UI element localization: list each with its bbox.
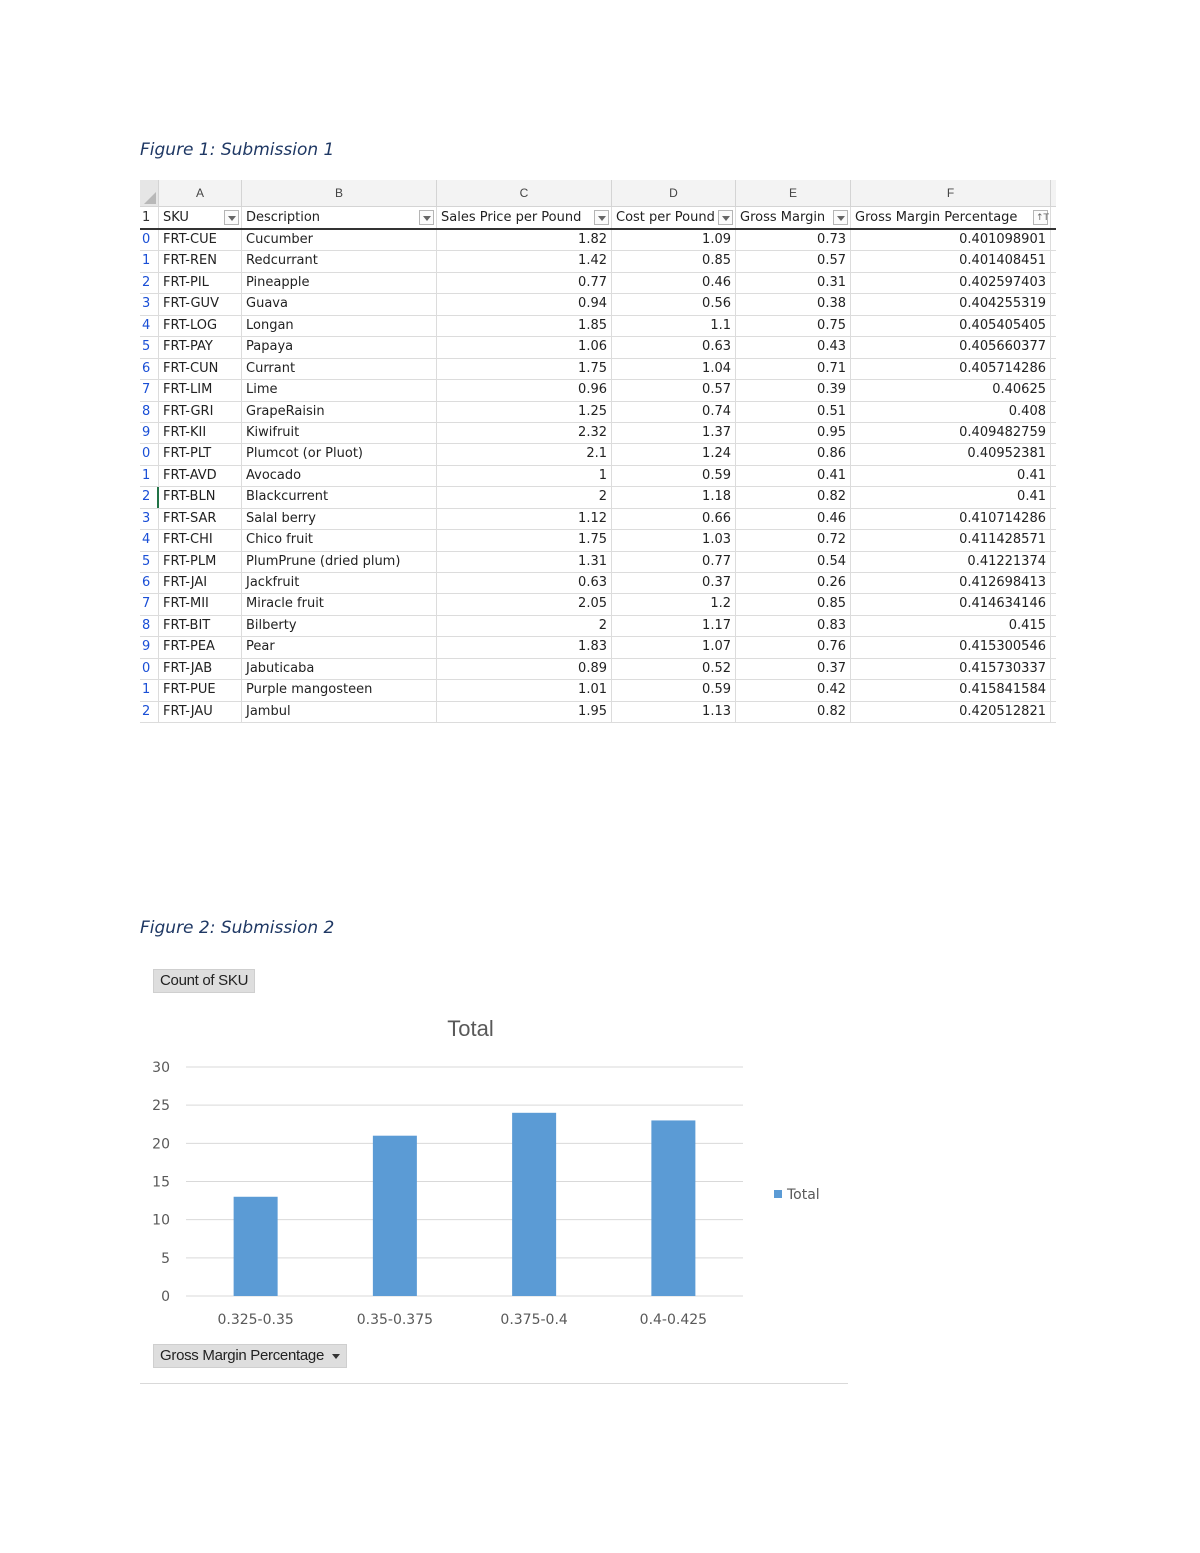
filter-dropdown-icon[interactable] [833, 210, 848, 225]
y-tick-label: 0 [161, 1289, 170, 1305]
bar [512, 1113, 556, 1296]
cell-gross-margin-pct[interactable]: 0.40625 [851, 380, 1051, 400]
row-number[interactable]: 4 [140, 530, 159, 550]
cell-sales-price[interactable]: 2 [437, 616, 612, 636]
cell-description[interactable]: Papaya [242, 337, 437, 357]
cell-sku[interactable]: FRT-BLN [159, 487, 242, 507]
row-number[interactable]: 9 [140, 423, 159, 443]
row-number[interactable]: 7 [140, 380, 159, 400]
cell-cost[interactable]: 1.13 [612, 702, 736, 722]
column-letter-c[interactable]: C [437, 180, 612, 206]
cell-sku[interactable]: FRT-PUE [159, 680, 242, 700]
table-row [140, 659, 1056, 680]
cell-gross-margin-pct[interactable]: 0.415730337 [851, 659, 1051, 679]
cell-gross-margin[interactable]: 0.54 [736, 552, 851, 572]
column-letter-d[interactable]: D [612, 180, 736, 206]
cell-cost[interactable]: 0.46 [612, 273, 736, 293]
cell-sku[interactable]: FRT-PAY [159, 337, 242, 357]
figure-2-caption: Figure 2: Submission 2 [140, 918, 335, 938]
cell-sku[interactable]: FRT-MII [159, 594, 242, 614]
cell-sku[interactable]: FRT-REN [159, 251, 242, 271]
cell-sku[interactable]: FRT-JAB [159, 659, 242, 679]
cell-gross-margin[interactable]: 0.37 [736, 659, 851, 679]
cell-gross-margin[interactable]: 0.76 [736, 637, 851, 657]
cell-gross-margin-pct[interactable]: 0.405660377 [851, 337, 1051, 357]
cell-cost[interactable]: 0.56 [612, 294, 736, 314]
cell-gross-margin[interactable]: 0.41 [736, 466, 851, 486]
cell-sales-price[interactable]: 1.01 [437, 680, 612, 700]
cell-sales-price[interactable]: 0.94 [437, 294, 612, 314]
cell-gross-margin-pct[interactable]: 0.41 [851, 487, 1051, 507]
cell-cost[interactable]: 0.59 [612, 466, 736, 486]
cell-cost[interactable]: 0.74 [612, 402, 736, 422]
row-number[interactable]: 6 [140, 359, 159, 379]
cell-sales-price[interactable]: 1.75 [437, 359, 612, 379]
column-letter-b[interactable]: B [242, 180, 437, 206]
cell-sku[interactable]: FRT-SAR [159, 509, 242, 529]
header-cost [612, 207, 736, 228]
cell-gross-margin-pct[interactable]: 0.405714286 [851, 359, 1051, 379]
cell-gross-margin-pct[interactable]: 0.415 [851, 616, 1051, 636]
x-tick-label: 0.325-0.35 [217, 1312, 294, 1328]
cell-sales-price[interactable]: 1.75 [437, 530, 612, 550]
header-label: Sales Price per Pound [441, 210, 582, 225]
table-row [140, 423, 1056, 444]
cell-sales-price[interactable]: 1.85 [437, 316, 612, 336]
table-row [140, 509, 1056, 530]
header-label: Cost per Pound [616, 210, 715, 225]
y-tick-label: 30 [152, 1060, 170, 1076]
cell-gross-margin-pct[interactable]: 0.408 [851, 402, 1051, 422]
cell-description[interactable]: Plumcot (or Pluot) [242, 444, 437, 464]
table-row [140, 573, 1056, 594]
pivot-axis-field-button[interactable] [153, 1344, 347, 1368]
cell-description[interactable]: Salal berry [242, 509, 437, 529]
cell-gross-margin-pct[interactable]: 0.401408451 [851, 251, 1051, 271]
cell-description[interactable]: Guava [242, 294, 437, 314]
figure-1-caption: Figure 1: Submission 1 [140, 140, 335, 160]
y-tick-label: 10 [152, 1212, 170, 1229]
cell-sku[interactable]: FRT-BIT [159, 616, 242, 636]
cell-description[interactable]: Redcurrant [242, 251, 437, 271]
cell-sales-price[interactable]: 0.89 [437, 659, 612, 679]
cell-sales-price[interactable]: 1.31 [437, 552, 612, 572]
row-number[interactable]: 3 [140, 294, 159, 314]
cell-description[interactable]: PlumPrune (dried plum) [242, 552, 437, 572]
header-gross-margin [736, 207, 851, 228]
cell-sales-price[interactable]: 1.95 [437, 702, 612, 722]
cell-description[interactable]: GrapeRaisin [242, 402, 437, 422]
cell-sales-price[interactable]: 1.82 [437, 230, 612, 250]
row-number[interactable]: 8 [140, 402, 159, 422]
table-row [140, 444, 1056, 465]
cell-gross-margin[interactable]: 0.82 [736, 702, 851, 722]
filter-dropdown-icon[interactable] [419, 210, 434, 225]
cell-gross-margin[interactable]: 0.26 [736, 573, 851, 593]
table-row [140, 594, 1056, 615]
cell-gross-margin-pct[interactable]: 0.401098901 [851, 230, 1051, 250]
cell-cost[interactable]: 1.04 [612, 359, 736, 379]
cell-sku[interactable]: FRT-CHI [159, 530, 242, 550]
table-row [140, 230, 1056, 251]
cell-cost[interactable]: 1.24 [612, 444, 736, 464]
cell-gross-margin[interactable]: 0.73 [736, 230, 851, 250]
cell-sku[interactable]: FRT-LIM [159, 380, 242, 400]
table-row [140, 402, 1056, 423]
cell-description[interactable]: Chico fruit [242, 530, 437, 550]
row-number[interactable]: 1 [140, 251, 159, 271]
cell-gross-margin[interactable]: 0.42 [736, 680, 851, 700]
row-number[interactable]: 1 [140, 207, 159, 228]
cell-cost[interactable]: 1.1 [612, 316, 736, 336]
cell-gross-margin-pct[interactable]: 0.420512821 [851, 702, 1051, 722]
cell-sales-price[interactable]: 1.42 [437, 251, 612, 271]
cell-sku[interactable]: FRT-PIL [159, 273, 242, 293]
cell-gross-margin[interactable]: 0.95 [736, 423, 851, 443]
sort-filter-icon[interactable] [1033, 210, 1048, 225]
table-row [140, 552, 1056, 573]
row-number[interactable]: 9 [140, 637, 159, 657]
chevron-down-icon [332, 1354, 340, 1359]
cell-cost[interactable]: 0.63 [612, 337, 736, 357]
x-tick-label: 0.4-0.425 [639, 1312, 708, 1328]
table-row [140, 702, 1056, 723]
header-sku [159, 207, 242, 228]
y-tick-label: 5 [161, 1250, 170, 1267]
cell-gross-margin[interactable]: 0.57 [736, 251, 851, 271]
cell-cost[interactable]: 0.66 [612, 509, 736, 529]
cell-description[interactable]: Avocado [242, 466, 437, 486]
table-row [140, 637, 1056, 658]
cell-description[interactable]: Pear [242, 637, 437, 657]
cell-gross-margin[interactable]: 0.82 [736, 487, 851, 507]
cell-sales-price[interactable]: 1.12 [437, 509, 612, 529]
cell-gross-margin[interactable]: 0.38 [736, 294, 851, 314]
legend-label: Total [787, 1187, 820, 1203]
cell-cost[interactable]: 0.37 [612, 573, 736, 593]
cell-cost[interactable]: 0.85 [612, 251, 736, 271]
cell-description[interactable]: Jabuticaba [242, 659, 437, 679]
row-number[interactable]: 2 [140, 273, 159, 293]
row-number[interactable]: 8 [140, 616, 159, 636]
cell-gross-margin[interactable]: 0.43 [736, 337, 851, 357]
cell-sales-price[interactable]: 0.77 [437, 273, 612, 293]
bar [234, 1197, 278, 1296]
cell-gross-margin-pct[interactable]: 0.409482759 [851, 423, 1051, 443]
cell-sales-price[interactable]: 1.06 [437, 337, 612, 357]
cell-description[interactable]: Blackcurrent [242, 487, 437, 507]
cell-description[interactable]: Pineapple [242, 273, 437, 293]
cell-gross-margin-pct[interactable]: 0.41221374 [851, 552, 1051, 572]
y-tick-label: 15 [152, 1174, 170, 1191]
cell-gross-margin-pct[interactable]: 0.414634146 [851, 594, 1051, 614]
cell-cost[interactable]: 1.09 [612, 230, 736, 250]
x-tick-label: 0.35-0.375 [356, 1312, 434, 1328]
cell-sku[interactable]: FRT-PEA [159, 637, 242, 657]
cell-sales-price[interactable]: 2.1 [437, 444, 612, 464]
cell-gross-margin[interactable]: 0.46 [736, 509, 851, 529]
filter-dropdown-icon[interactable] [594, 210, 609, 225]
legend-swatch [774, 1190, 782, 1198]
cell-gross-margin-pct[interactable]: 0.410714286 [851, 509, 1051, 529]
table-row [140, 294, 1056, 315]
cell-cost[interactable]: 1.07 [612, 637, 736, 657]
row-number[interactable]: 0 [140, 444, 159, 464]
cell-cost[interactable]: 1.03 [612, 530, 736, 550]
row-number[interactable]: 5 [140, 337, 159, 357]
column-letter-a[interactable]: A [159, 180, 242, 206]
table-row [140, 530, 1056, 551]
cell-gross-margin[interactable]: 0.85 [736, 594, 851, 614]
cell-gross-margin-pct[interactable]: 0.404255319 [851, 294, 1051, 314]
cell-description[interactable]: Lime [242, 380, 437, 400]
cell-sku[interactable]: FRT-AVD [159, 466, 242, 486]
pivot-bar-chart [140, 1000, 860, 1330]
table-row [140, 680, 1056, 701]
cell-description[interactable]: Longan [242, 316, 437, 336]
table-body [140, 230, 1056, 723]
cell-sku[interactable]: FRT-KII [159, 423, 242, 443]
y-tick-label: 20 [152, 1136, 170, 1153]
row-number[interactable]: 1 [140, 680, 159, 700]
cell-cost[interactable]: 0.52 [612, 659, 736, 679]
cell-gross-margin-pct[interactable]: 0.411428571 [851, 530, 1051, 550]
row-number[interactable]: 2 [140, 702, 159, 722]
cell-gross-margin-pct[interactable]: 0.415841584 [851, 680, 1051, 700]
cell-gross-margin-pct[interactable]: 0.405405405 [851, 316, 1051, 336]
cell-sku[interactable]: FRT-LOG [159, 316, 242, 336]
table-row [140, 616, 1056, 637]
x-tick-label: 0.375-0.4 [500, 1312, 568, 1328]
table-row [140, 466, 1056, 487]
cell-sales-price[interactable]: 0.63 [437, 573, 612, 593]
spreadsheet [140, 180, 1056, 723]
cell-sku[interactable]: FRT-PLT [159, 444, 242, 464]
cell-gross-margin[interactable]: 0.71 [736, 359, 851, 379]
table-header-row [140, 207, 1056, 230]
cell-cost[interactable]: 0.77 [612, 552, 736, 572]
chart-bottom-border [140, 1383, 848, 1384]
column-header-bar [140, 180, 1056, 207]
cell-sales-price[interactable]: 1.25 [437, 402, 612, 422]
header-sales-price [437, 207, 612, 228]
cell-sku[interactable]: FRT-GRI [159, 402, 242, 422]
bar [651, 1120, 695, 1296]
cell-description[interactable]: Kiwifruit [242, 423, 437, 443]
cell-gross-margin[interactable]: 0.83 [736, 616, 851, 636]
row-number[interactable]: 0 [140, 230, 159, 250]
header-label: Gross Margin [740, 210, 826, 225]
table-row [140, 380, 1056, 401]
row-number[interactable]: 1 [140, 466, 159, 486]
cell-gross-margin[interactable]: 0.39 [736, 380, 851, 400]
cell-description[interactable]: Miracle fruit [242, 594, 437, 614]
cell-cost[interactable]: 1.17 [612, 616, 736, 636]
table-row [140, 337, 1056, 358]
cell-gross-margin-pct[interactable]: 0.415300546 [851, 637, 1051, 657]
row-number[interactable]: 5 [140, 552, 159, 572]
cell-sales-price[interactable]: 1.83 [437, 637, 612, 657]
cell-sales-price[interactable]: 0.96 [437, 380, 612, 400]
axis-field-label: Gross Margin Percentage [160, 1347, 325, 1364]
cell-sales-price[interactable]: 2.32 [437, 423, 612, 443]
cell-gross-margin[interactable]: 0.31 [736, 273, 851, 293]
cell-sku[interactable]: FRT-PLM [159, 552, 242, 572]
header-label: Gross Margin Percentage [855, 210, 1018, 225]
row-number[interactable]: 3 [140, 509, 159, 529]
cell-cost[interactable]: 0.57 [612, 380, 736, 400]
header-label: SKU [163, 210, 189, 225]
cell-sku[interactable]: FRT-CUE [159, 230, 242, 250]
row-number[interactable]: 6 [140, 573, 159, 593]
table-row [140, 251, 1056, 272]
cell-sku[interactable]: FRT-GUV [159, 294, 242, 314]
cell-description[interactable]: Purple mangosteen [242, 680, 437, 700]
cell-gross-margin[interactable]: 0.72 [736, 530, 851, 550]
cell-gross-margin-pct[interactable]: 0.40952381 [851, 444, 1051, 464]
cell-sku[interactable]: FRT-JAI [159, 573, 242, 593]
bar [373, 1136, 417, 1296]
cell-sales-price[interactable]: 2 [437, 487, 612, 507]
cell-description[interactable]: Jambul [242, 702, 437, 722]
pivot-value-field-button[interactable]: Count of SKU [153, 969, 255, 993]
header-label: Description [246, 210, 321, 225]
filter-dropdown-icon[interactable] [718, 210, 733, 225]
table-row [140, 359, 1056, 380]
cell-cost[interactable]: 0.59 [612, 680, 736, 700]
table-row [140, 316, 1056, 337]
table-row [140, 273, 1056, 294]
row-number[interactable]: 7 [140, 594, 159, 614]
header-gross-margin-pct [851, 207, 1051, 228]
cell-sales-price[interactable]: 2.05 [437, 594, 612, 614]
cell-gross-margin-pct[interactable]: 0.412698413 [851, 573, 1051, 593]
cell-gross-margin[interactable]: 0.75 [736, 316, 851, 336]
row-number[interactable]: 4 [140, 316, 159, 336]
cell-cost[interactable]: 1.18 [612, 487, 736, 507]
cell-gross-margin-pct[interactable]: 0.402597403 [851, 273, 1051, 293]
table-row [140, 487, 1056, 508]
cell-cost[interactable]: 1.37 [612, 423, 736, 443]
row-number[interactable]: 2 [140, 487, 159, 507]
chart-title: Total [447, 1016, 494, 1041]
select-all-corner[interactable] [140, 180, 159, 206]
cell-sku[interactable]: FRT-JAU [159, 702, 242, 722]
column-letter-f[interactable]: F [851, 180, 1051, 206]
column-letter-e[interactable]: E [736, 180, 851, 206]
cell-description[interactable]: Jackfruit [242, 573, 437, 593]
cell-description[interactable]: Currant [242, 359, 437, 379]
cell-description[interactable]: Bilberty [242, 616, 437, 636]
y-tick-label: 25 [152, 1098, 170, 1115]
filter-dropdown-icon[interactable] [224, 210, 239, 225]
cell-cost[interactable]: 1.2 [612, 594, 736, 614]
cell-gross-margin-pct[interactable]: 0.41 [851, 466, 1051, 486]
row-number[interactable]: 0 [140, 659, 159, 679]
cell-sku[interactable]: FRT-CUN [159, 359, 242, 379]
cell-sales-price[interactable]: 1 [437, 466, 612, 486]
cell-gross-margin[interactable]: 0.86 [736, 444, 851, 464]
header-description [242, 207, 437, 228]
cell-gross-margin[interactable]: 0.51 [736, 402, 851, 422]
cell-description[interactable]: Cucumber [242, 230, 437, 250]
